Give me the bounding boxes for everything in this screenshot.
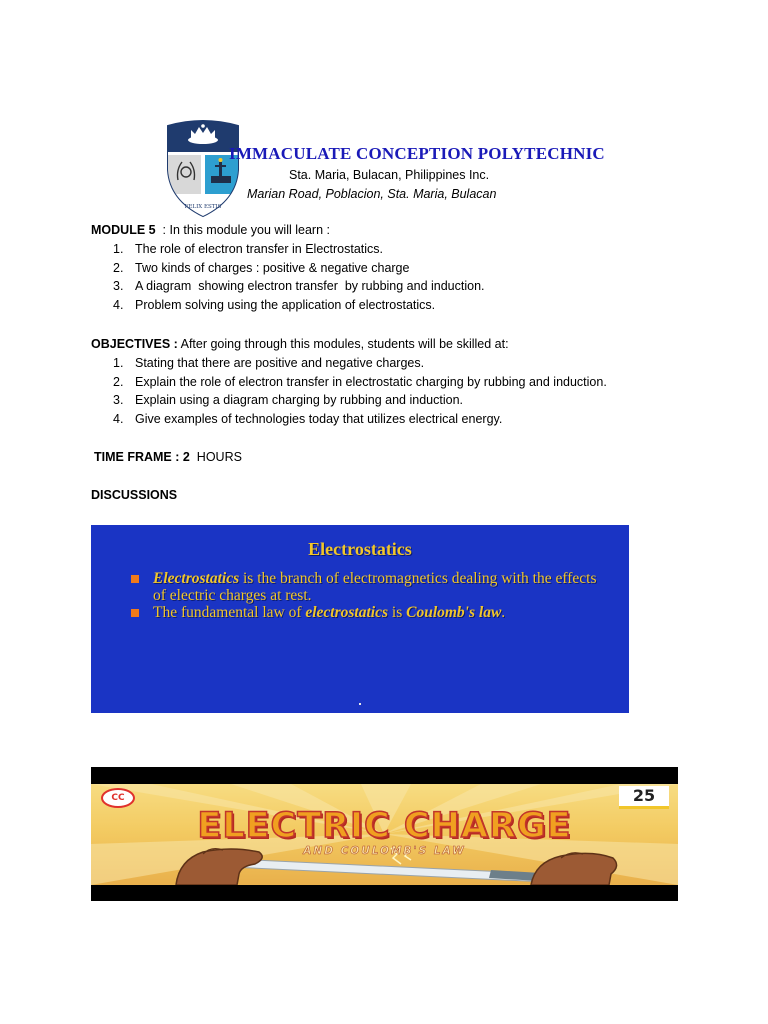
slide-emphasis: Coulomb's law [406, 604, 502, 621]
list-item [91, 373, 607, 392]
video-frame [91, 784, 678, 885]
list-item [91, 296, 485, 315]
objectives-intro: After going through this modules, students will be skilled at: [177, 337, 509, 351]
list-item [91, 391, 607, 410]
objectives-section [91, 335, 607, 429]
list-item [91, 259, 485, 278]
slide-bullet-text: . [501, 604, 506, 621]
list-number: 4. [113, 298, 124, 313]
list-text: Stating that there are positive and negative charges. [135, 355, 425, 370]
slide-bullet-text: is the branch of electromagnetics dealing with the effects of electric charges at rest. [153, 570, 597, 604]
module-list [91, 240, 485, 315]
school-crest-icon [164, 118, 242, 218]
list-number: 4. [113, 412, 124, 427]
slide-emphasis: Electrostatics [153, 570, 240, 587]
list-text: The role of electron transfer in Electrostatics. [135, 241, 384, 256]
slide-emphasis: electrostatics [305, 604, 389, 621]
list-item [91, 410, 607, 429]
electric-charge-video-still [91, 767, 678, 901]
list-item [91, 354, 607, 373]
objectives-label: OBJECTIVES : [91, 337, 178, 351]
list-text: Give examples of technologies today that utilizes electrical energy. [135, 412, 503, 427]
objectives-list [91, 354, 607, 429]
school-location: Sta. Maria, Bulacan, Philippines Inc. [289, 168, 490, 182]
module-heading [91, 221, 485, 240]
list-text: Explain using a diagram charging by rubbing and induction. [135, 393, 463, 408]
bullet-square-icon [131, 575, 139, 583]
discussions-heading: DISCUSSIONS [91, 488, 178, 502]
video-title: ELECTRIC CHARGE [197, 806, 572, 846]
crest-motto: FELIX ESTIS [184, 204, 222, 210]
list-number: 2. [113, 374, 124, 389]
video-subtitle: AND COULOMB'S LAW [303, 845, 466, 857]
list-text: Explain the role of electron transfer in electrostatic charging by rubbing and induction. [135, 374, 607, 389]
list-number: 1. [113, 355, 124, 370]
cc-badge: CC [101, 788, 135, 808]
bullet-square-icon [131, 609, 139, 617]
time-frame-label: TIME FRAME : 2 [94, 450, 190, 464]
list-number: 3. [113, 393, 124, 408]
episode-number: 25 [619, 786, 669, 809]
list-text: Problem solving using the application of electrostatics. [135, 298, 436, 313]
slide-title: Electrostatics [308, 539, 412, 559]
list-item [91, 277, 485, 296]
list-text: Two kinds of charges : positive & negative charge [135, 260, 410, 275]
list-text: A diagram showing electron transfer by rubbing and induction. [135, 279, 485, 294]
time-frame [94, 450, 242, 464]
slide-bullet [131, 571, 601, 604]
objectives-heading [91, 335, 607, 354]
slide-bullets [131, 571, 601, 623]
school-name: IMMACULATE CONCEPTION POLYTECHNIC [229, 144, 605, 163]
module-intro: : In this module you will learn : [155, 223, 330, 237]
list-number: 1. [113, 241, 124, 256]
module-label: MODULE 5 [91, 223, 156, 237]
list-number: 2. [113, 260, 124, 275]
electrostatics-slide [91, 525, 629, 713]
list-number: 3. [113, 279, 124, 294]
module-section [91, 221, 485, 315]
list-item [91, 240, 485, 259]
slide-bullet-text: The fundamental law of [153, 604, 306, 621]
school-address: Marian Road, Poblacion, Sta. Maria, Bulacan [247, 187, 497, 201]
time-frame-value: HOURS [189, 450, 242, 464]
slide-mark [359, 703, 361, 705]
slide-bullet-text: is [388, 604, 407, 621]
slide-bullet [131, 605, 601, 622]
